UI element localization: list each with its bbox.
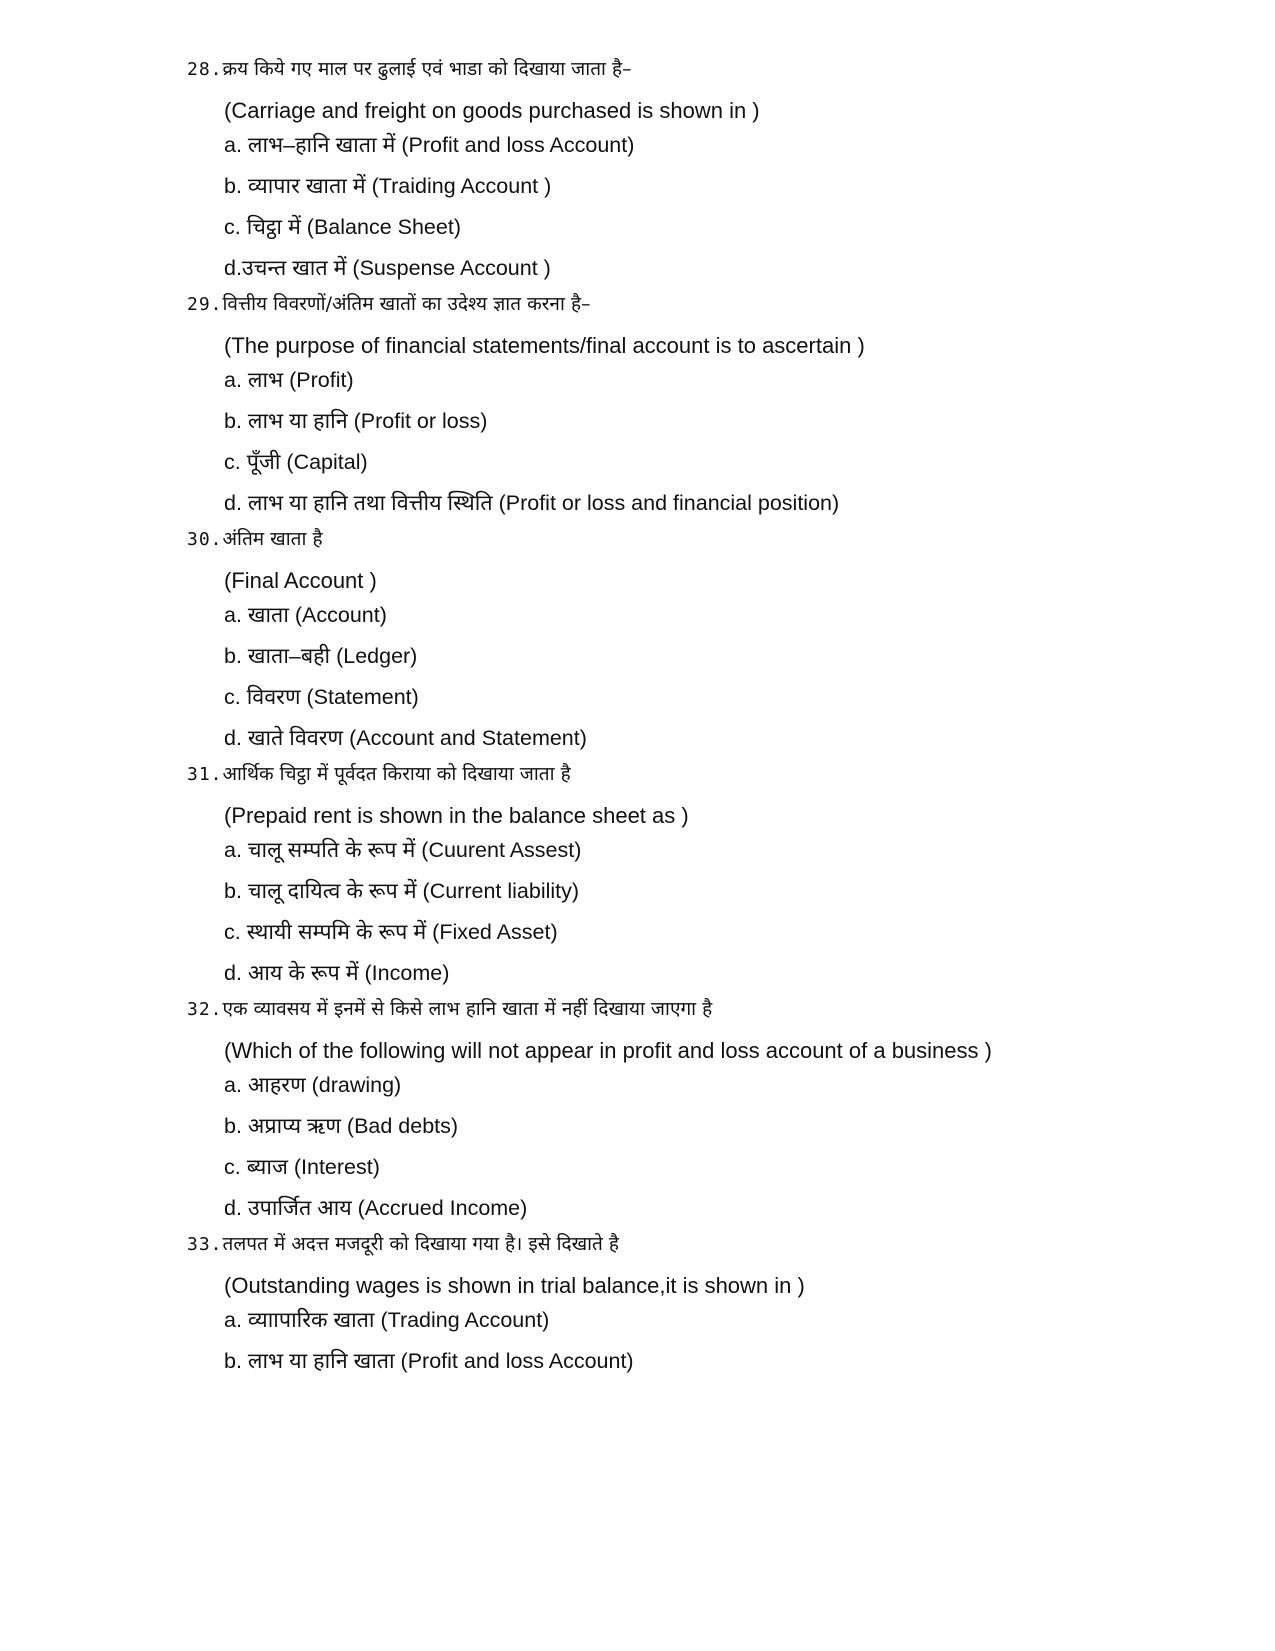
question-text-hindi: आर्थिक चिट्ठा में पूर्वदत किराया को दिखाया जाता है <box>222 763 571 785</box>
option-c: c. स्थायी सम्पमि के रूप में (Fixed Asset) <box>224 920 558 944</box>
question-number: 32. <box>187 999 223 1020</box>
option-d: d. आय के रूप में (Income) <box>224 961 450 985</box>
option-b: b. चालू दायित्व के रूप में (Current liability) <box>224 879 580 903</box>
question-heading <box>187 1227 1187 1261</box>
option-b: b. व्यापार खाता में (Traiding Account ) <box>224 174 552 198</box>
option-a: a. लाभ–हानि खाता में (Profit and loss Account) <box>224 133 635 157</box>
question-text-english: (Carriage and freight on goods purchased is shown in ) <box>224 98 760 123</box>
question-30 <box>187 522 1187 762</box>
option-d: d.उचन्त खात में (Suspense Account ) <box>224 256 551 280</box>
question-text-english: (Which of the following will not appear in profit and loss account of a business ) <box>224 1038 992 1063</box>
option-a: a. लाभ (Profit) <box>224 368 354 392</box>
question-text-hindi: वित्तीय विवरणों/अंतिम खातों का उदेश्य ज्ञात करना है– <box>222 293 591 315</box>
option-list <box>224 1303 1187 1385</box>
option-b: b. अप्राप्य ऋण (Bad debts) <box>224 1114 459 1138</box>
question-31 <box>187 757 1187 997</box>
question-heading <box>187 522 1187 556</box>
option-list <box>224 833 1187 997</box>
question-text-hindi: अंतिम खाता है <box>222 528 323 550</box>
question-text-hindi: तलपत में अदत्त मजदूरी को दिखाया गया है। इसे दिखाते है <box>222 1233 620 1255</box>
option-list <box>224 598 1187 762</box>
option-list <box>224 128 1187 292</box>
question-28 <box>187 52 1187 292</box>
option-a: a. व्याापारिक खाता (Trading Account) <box>224 1308 550 1332</box>
option-b: b. खाता–बही (Ledger) <box>224 644 418 668</box>
question-number: 30. <box>187 529 223 550</box>
option-b: b. लाभ या हानि खाता (Profit and loss Account) <box>224 1349 634 1373</box>
question-text-english: (Outstanding wages is shown in trial balance,it is shown in ) <box>224 1273 805 1298</box>
question-32 <box>187 992 1187 1232</box>
question-text-english: (Prepaid rent is shown in the balance sheet as ) <box>224 803 689 828</box>
question-text-hindi: एक व्यावसय में इनमें से किसे लाभ हानि खाता में नहीं दिखाया जाएगा है <box>222 998 713 1020</box>
option-a: a. खाता (Account) <box>224 603 387 627</box>
option-c: c. चिट्ठा में (Balance Sheet) <box>224 215 461 239</box>
question-text-hindi: क्रय किये गए माल पर ढुलाई एवं भाडा को दिखाया जाता है– <box>222 58 632 80</box>
option-c: c. ब्याज (Interest) <box>224 1155 380 1179</box>
option-b: b. लाभ या हानि (Profit or loss) <box>224 409 488 433</box>
question-text-english: (Final Account ) <box>224 568 377 593</box>
question-heading <box>187 757 1187 791</box>
question-heading <box>187 52 1187 86</box>
question-number: 33. <box>187 1234 223 1255</box>
option-d: d. खाते विवरण (Account and Statement) <box>224 726 587 750</box>
question-number: 28. <box>187 59 223 80</box>
option-d: d. उपार्जित आय (Accrued Income) <box>224 1196 528 1220</box>
question-heading <box>187 287 1187 321</box>
question-heading <box>187 992 1187 1026</box>
question-33 <box>187 1227 1187 1385</box>
option-d: d. लाभ या हानि तथा वित्तीय स्थिति (Profit or loss and financial position) <box>224 491 840 515</box>
question-text-english: (The purpose of financial statements/final account is to ascertain ) <box>224 333 865 358</box>
option-c: c. विवरण (Statement) <box>224 685 419 709</box>
option-c: c. पूँजी (Capital) <box>224 450 368 474</box>
question-29 <box>187 287 1187 527</box>
option-list <box>224 1068 1187 1232</box>
question-number: 29. <box>187 294 223 315</box>
option-a: a. आहरण (drawing) <box>224 1073 402 1097</box>
option-a: a. चालू सम्पति के रूप में (Cuurent Assest) <box>224 838 582 862</box>
question-number: 31. <box>187 764 223 785</box>
option-list <box>224 363 1187 527</box>
